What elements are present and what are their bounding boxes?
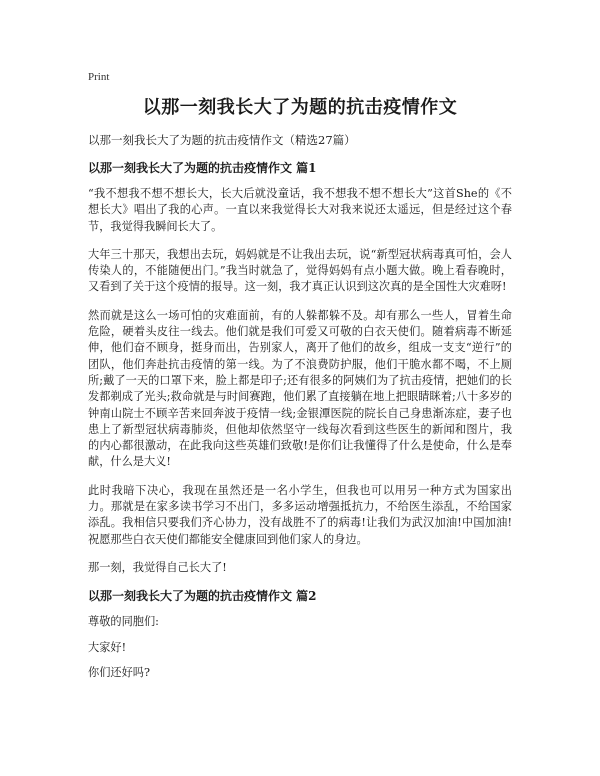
- section-heading-2: 以那一刻我长大了为题的抗击疫情作文 篇2: [88, 589, 317, 604]
- paragraph: 大家好!: [88, 640, 127, 654]
- paragraph: 此时我暗下决心，我现在虽然还是一名小学生，但我也可以用另一种方式为国家出力。那就是在家多读书学习不出门，多多运动增强抵抗力，不给医生添乱，不给国家添乱。我相信只要我们齐心协力，没有战胜不了的病毒!让我们为武汉加油!中国加油!祝愿那些白衣天使们都能安全健康回到他们家人的身边。: [88, 483, 512, 546]
- print-label: Print: [88, 71, 110, 83]
- paragraph: 然而就是这么一场可怕的灾难面前，有的人躲都躲不及。却有那么一些人，冒着生命危险，硬着头皮往一线去。他们就是我们可爱又可敬的白衣天使们。随着病毒不断延伸，他们奋不顾身，挺身而出，告别家人，离开了他们的故乡，组成一支支“逆行”的团队，他们奔赴抗击疫情的第一线。为了不浪费防护服，他们干脆水都不喝，不上厕所;戴了一天的口罩下来，脸上都是印子;还有很多的阿姨们为了抗击疫情，把她们的长发都剃成了光头;救命就是与时间赛跑，他们累了直接躺在地上把眼睛眯着;八十多岁的钟南山院士不顾辛苦来回奔波于疫情一线;金银潭医院的院长自己身患渐冻症，妻子也患上了新型冠状病毒肺炎，但他却依然坚守一线每次看到这些医生的新闻和图片，我的内心都很激动，在此我向这些英雄们致敬!是你们让我懂得了什么是使命，什么是奉献，什么是大义!: [88, 308, 512, 469]
- section-heading-1: 以那一刻我长大了为题的抗击疫情作文 篇1: [88, 161, 317, 175]
- paragraph: 你们还好吗?: [88, 665, 150, 679]
- document-subtitle: 以那一刻我长大了为题的抗击疫情作文（精选27篇）: [88, 133, 356, 147]
- paragraph: 那一刻，我觉得自己长大了!: [88, 560, 227, 574]
- paragraph: 大年三十那天，我想出去玩，妈妈就是不让我出去玩，说“新型冠状病毒真可怕，会人传染人的，不能随便出门。”我当时就急了，觉得妈妈有点小题大做。晚上看春晚时，又看到了关于这个疫情的报导。这一刻，我才真正认识到这次真的是全国性大灾难呀!: [88, 247, 512, 294]
- document-title: 以那一刻我长大了为题的抗击疫情作文: [142, 97, 458, 118]
- paragraph: 尊敬的同胞们:: [88, 615, 159, 629]
- paragraph: “我不想我不想不想长大，长大后就没童话，我不想我不想不想长大”这首She的《不想长大》唱出了我的心声。一直以来我觉得长大对我来说还太遥远，但是经过这个春节，我觉得我瞬间长大了。: [88, 187, 512, 233]
